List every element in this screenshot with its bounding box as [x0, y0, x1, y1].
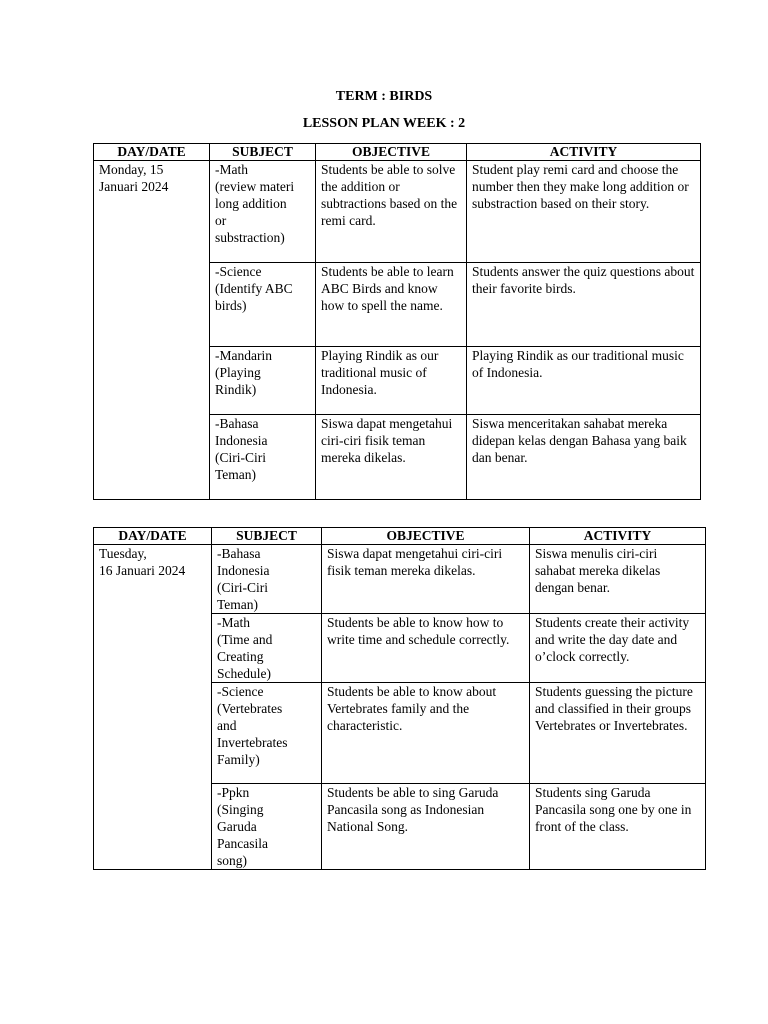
column-header-day-date: DAY/DATE: [94, 528, 212, 545]
subject-cell: -Math (Time and Creating Schedule): [212, 614, 322, 683]
objective-cell: Students be able to solve the addition or subtractions based on the remi card.: [316, 161, 467, 263]
column-header-day-date: DAY/DATE: [94, 144, 210, 161]
lesson-plan-table-monday: [93, 143, 701, 500]
activity-cell: Playing Rindik as our traditional music of Indonesia.: [467, 347, 701, 415]
table-row: [94, 545, 706, 614]
table-row: [94, 161, 701, 263]
objective-cell: Students be able to know about Vertebrates family and the characteristic.: [322, 683, 530, 784]
table-header-row: [94, 144, 701, 161]
subject-cell: -Bahasa Indonesia (Ciri-Ciri Teman): [210, 415, 316, 500]
lesson-plan-title: LESSON PLAN WEEK : 2: [302, 116, 466, 131]
column-header-subject: SUBJECT: [212, 528, 322, 545]
objective-cell: Students be able to know how to write time and schedule correctly.: [322, 614, 530, 683]
activity-cell: Students create their activity and write the day date and o’clock correctly.: [530, 614, 706, 683]
subject-cell: -Mandarin (Playing Rindik): [210, 347, 316, 415]
subject-cell: -Bahasa Indonesia (Ciri-Ciri Teman): [212, 545, 322, 614]
objective-cell: Playing Rindik as our traditional music of Indonesia.: [316, 347, 467, 415]
objective-cell: Students be able to sing Garuda Pancasila song as Indonesian National Song.: [322, 784, 530, 870]
activity-cell: Student play remi card and choose the number then they make long addition or substraction based on their story.: [467, 161, 701, 263]
activity-cell: Students answer the quiz questions about their favorite birds.: [467, 263, 701, 347]
subject-cell: -Math (review materi long addition or substraction): [210, 161, 316, 263]
objective-cell: Siswa dapat mengetahui ciri-ciri fisik teman mereka dikelas.: [316, 415, 467, 500]
column-header-objective: OBJECTIVE: [316, 144, 467, 161]
objective-cell: Students be able to learn ABC Birds and know how to spell the name.: [316, 263, 467, 347]
subject-cell: -Science (Identify ABC birds): [210, 263, 316, 347]
lesson-plan-table-tuesday: [93, 527, 706, 870]
column-header-subject: SUBJECT: [210, 144, 316, 161]
day-date-cell: Tuesday, 16 Januari 2024: [94, 545, 212, 870]
subject-cell: -Science (Vertebrates and Invertebrates Family): [212, 683, 322, 784]
table-header-row: [94, 528, 706, 545]
column-header-objective: OBJECTIVE: [322, 528, 530, 545]
activity-cell: Siswa menulis ciri-ciri sahabat mereka dikelas dengan benar.: [530, 545, 706, 614]
subject-cell: -Ppkn (Singing Garuda Pancasila song): [212, 784, 322, 870]
term-title: TERM : BIRDS: [335, 89, 433, 104]
activity-cell: Students guessing the picture and classified in their groups Vertebrates or Invertebrates.: [530, 683, 706, 784]
activity-cell: Students sing Garuda Pancasila song one by one in front of the class.: [530, 784, 706, 870]
activity-cell: Siswa menceritakan sahabat mereka didepan kelas dengan Bahasa yang baik dan benar.: [467, 415, 701, 500]
column-header-activity: ACTIVITY: [530, 528, 706, 545]
objective-cell: Siswa dapat mengetahui ciri-ciri fisik teman mereka dikelas.: [322, 545, 530, 614]
column-header-activity: ACTIVITY: [467, 144, 701, 161]
day-date-cell: Monday, 15 Januari 2024: [94, 161, 210, 500]
